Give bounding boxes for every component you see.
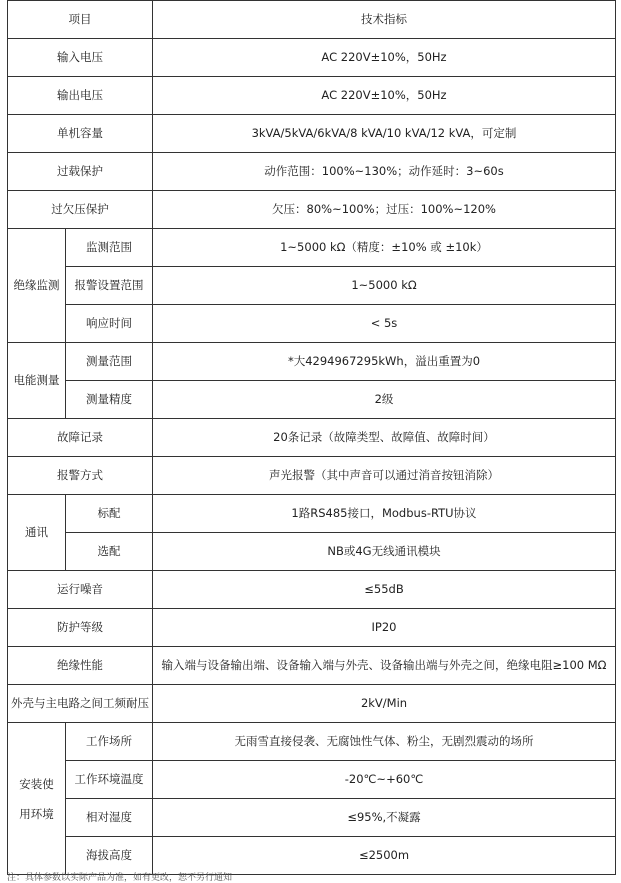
table-row bbox=[8, 39, 616, 77]
table-row bbox=[8, 419, 616, 457]
row-label: 外壳与主电路之间工频耐压 bbox=[8, 685, 153, 723]
sub-label: 工作场所 bbox=[66, 723, 153, 761]
row-value: *大4294967295kWh，溢出重置为0 bbox=[153, 343, 616, 381]
row-value: AC 220V±10%，50Hz bbox=[153, 39, 616, 77]
group-label-communication: 通讯 bbox=[8, 495, 66, 571]
table-row bbox=[8, 495, 616, 533]
table-row bbox=[8, 837, 616, 875]
spec-table bbox=[7, 0, 616, 875]
table-row bbox=[8, 381, 616, 419]
table-row bbox=[8, 457, 616, 495]
table-row bbox=[8, 685, 616, 723]
row-label: 运行噪音 bbox=[8, 571, 153, 609]
table-row bbox=[8, 343, 616, 381]
row-label: 单机容量 bbox=[8, 115, 153, 153]
sub-label: 响应时间 bbox=[66, 305, 153, 343]
row-value: 1~5000 kΩ bbox=[153, 267, 616, 305]
row-value: 声光报警（其中声音可以通过消音按钮消除） bbox=[153, 457, 616, 495]
table-row bbox=[8, 77, 616, 115]
table-row bbox=[8, 761, 616, 799]
row-label: 输入电压 bbox=[8, 39, 153, 77]
sub-label: 报警设置范围 bbox=[66, 267, 153, 305]
row-value: 3kVA/5kVA/6kVA/8 kVA/10 kVA/12 kVA，可定制 bbox=[153, 115, 616, 153]
table-header-row bbox=[8, 1, 616, 39]
row-value: NB或4G无线通讯模块 bbox=[153, 533, 616, 571]
table-row bbox=[8, 153, 616, 191]
row-value: 无雨雪直接侵袭、无腐蚀性气体、粉尘，无剧烈震动的场所 bbox=[153, 723, 616, 761]
table-row bbox=[8, 723, 616, 761]
row-value: ≤95%,不凝露 bbox=[153, 799, 616, 837]
row-value: 欠压：80%~100%；过压：100%~120% bbox=[153, 191, 616, 229]
sub-label: 测量精度 bbox=[66, 381, 153, 419]
sub-label: 海拔高度 bbox=[66, 837, 153, 875]
sub-label: 相对湿度 bbox=[66, 799, 153, 837]
row-value: 2kV/Min bbox=[153, 685, 616, 723]
footnote: 注：具体参数以实际产品为准，如有更改，恕不另行通知 bbox=[7, 873, 233, 883]
table-row bbox=[8, 647, 616, 685]
table-row bbox=[8, 115, 616, 153]
sub-label: 监测范围 bbox=[66, 229, 153, 267]
row-value: 1~5000 kΩ（精度：±10% 或 ±10k） bbox=[153, 229, 616, 267]
row-value: 动作范围：100%~130%；动作延时：3~60s bbox=[153, 153, 616, 191]
row-label: 报警方式 bbox=[8, 457, 153, 495]
group-label-insulation-monitoring: 绝缘监测 bbox=[8, 229, 66, 343]
row-value: 1路RS485接口，Modbus-RTU协议 bbox=[153, 495, 616, 533]
row-value: IP20 bbox=[153, 609, 616, 647]
group-label-environment bbox=[8, 723, 66, 875]
row-label: 输出电压 bbox=[8, 77, 153, 115]
group-label-environment-line2: 用环境 bbox=[19, 806, 54, 821]
sub-label: 标配 bbox=[66, 495, 153, 533]
row-label: 防护等级 bbox=[8, 609, 153, 647]
table-row bbox=[8, 609, 616, 647]
row-value: ≤2500m bbox=[153, 837, 616, 875]
row-value: 输入端与设备输出端、设备输入端与外壳、设备输出端与外壳之间，绝缘电阻≥100 MΩ bbox=[153, 647, 616, 685]
row-value: AC 220V±10%，50Hz bbox=[153, 77, 616, 115]
table-row bbox=[8, 305, 616, 343]
sub-label: 选配 bbox=[66, 533, 153, 571]
table-row bbox=[8, 191, 616, 229]
row-value: ≤55dB bbox=[153, 571, 616, 609]
row-label: 过载保护 bbox=[8, 153, 153, 191]
row-value: 20条记录（故障类型、故障值、故障时间） bbox=[153, 419, 616, 457]
table-row bbox=[8, 799, 616, 837]
sub-label: 工作环境温度 bbox=[66, 761, 153, 799]
row-value: 2级 bbox=[153, 381, 616, 419]
row-label: 绝缘性能 bbox=[8, 647, 153, 685]
table-row bbox=[8, 229, 616, 267]
row-label: 过欠压保护 bbox=[8, 191, 153, 229]
row-label: 故障记录 bbox=[8, 419, 153, 457]
group-label-environment-line1: 安装使 bbox=[19, 776, 54, 791]
table-row bbox=[8, 267, 616, 305]
row-value: < 5s bbox=[153, 305, 616, 343]
sub-label: 测量范围 bbox=[66, 343, 153, 381]
row-value: -20℃~+60℃ bbox=[153, 761, 616, 799]
header-spec: 技术指标 bbox=[153, 1, 616, 39]
table-row bbox=[8, 571, 616, 609]
group-label-energy-measurement: 电能测量 bbox=[8, 343, 66, 419]
header-item: 项目 bbox=[8, 1, 153, 39]
table-row bbox=[8, 533, 616, 571]
